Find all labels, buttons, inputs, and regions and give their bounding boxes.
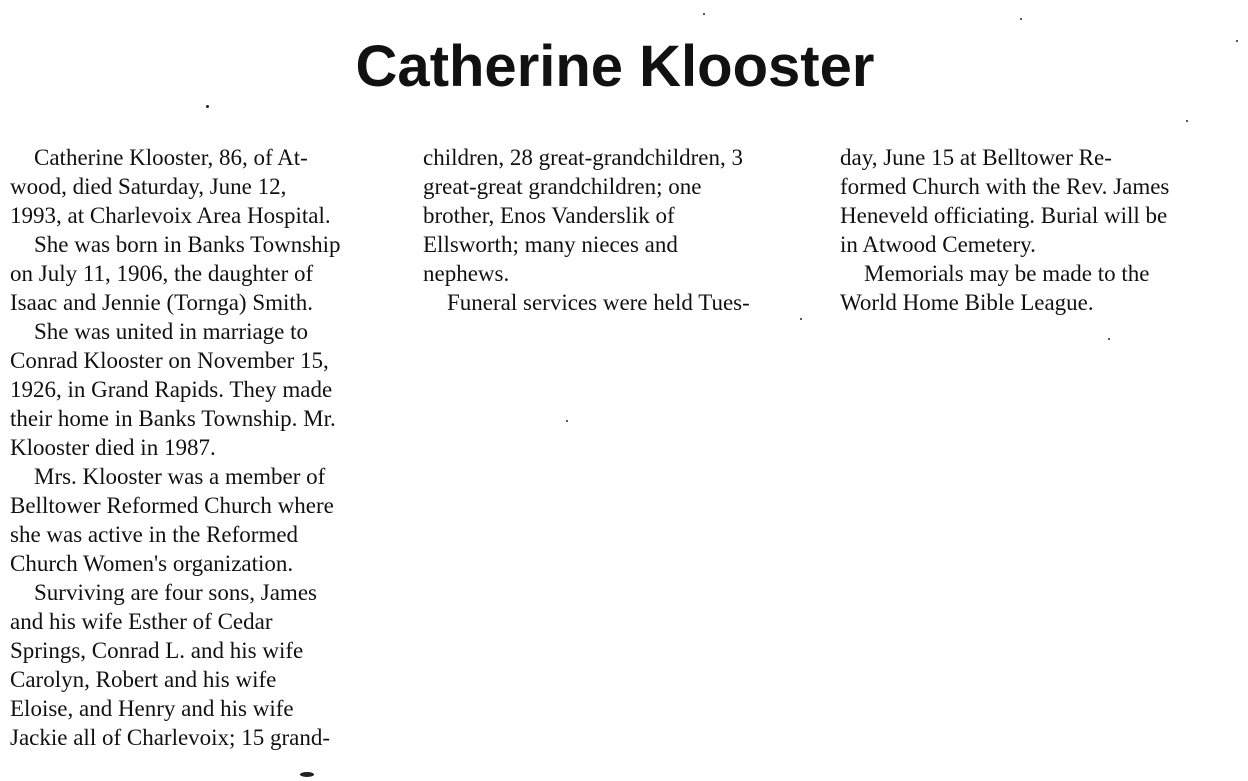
scan-speck [1020,18,1022,20]
scan-speck [1108,338,1110,340]
paragraph-birth: She was born in Banks Township on July 11, 1906, the daughter of Isaac and Jennie (Tornga) Smith. [10,232,341,315]
scan-speck [703,13,705,15]
paragraph-death-notice: Catherine Klooster, 86, of At- wood, died Saturday, June 12, 1993, at Charlevoix Area Hospital. [10,145,331,228]
article-column-2 [423,143,805,317]
paragraph-church: Mrs. Klooster was a member of Belltower Reformed Church where she was active in the Reformed Church Women's organization. [10,464,334,576]
paragraph-memorials: Memorials may be made to the World Home Bible League. [840,261,1150,315]
scan-speck [1236,40,1238,42]
scan-speck [206,105,209,108]
paragraph-survivors-continued: children, 28 great-grandchildren, 3 great-great grandchildren; one brother, Enos Vanderslik of Ellsworth; many nieces and nephews. [423,145,743,286]
paragraph-funeral-continued: day, June 15 at Belltower Re- formed Church with the Rev. James Heneveld officiating. Burial will be in Atwood Cemetery. [840,145,1170,257]
article-column-1 [10,143,386,752]
paragraph-funeral: Funeral services were held Tues- [447,290,750,315]
article-column-3 [840,143,1220,317]
scan-speck [800,318,802,320]
scan-speck [1186,120,1188,122]
scan-speck [566,420,568,422]
paragraph-survivors: Surviving are four sons, James and his wife Esther of Cedar Springs, Conrad L. and his wife Carolyn, Robert and his wife Eloise, and Henry and his wife Jackie all of Charlevoix; 15 grand- [10,580,330,750]
paragraph-marriage: She was united in marriage to Conrad Klooster on November 15, 1926, in Grand Rapids. They made their home in Banks Township. Mr. Klooster died in 1987. [10,319,336,460]
obituary-headline: Catherine Klooster [355,34,875,99]
scan-speck [300,772,314,777]
